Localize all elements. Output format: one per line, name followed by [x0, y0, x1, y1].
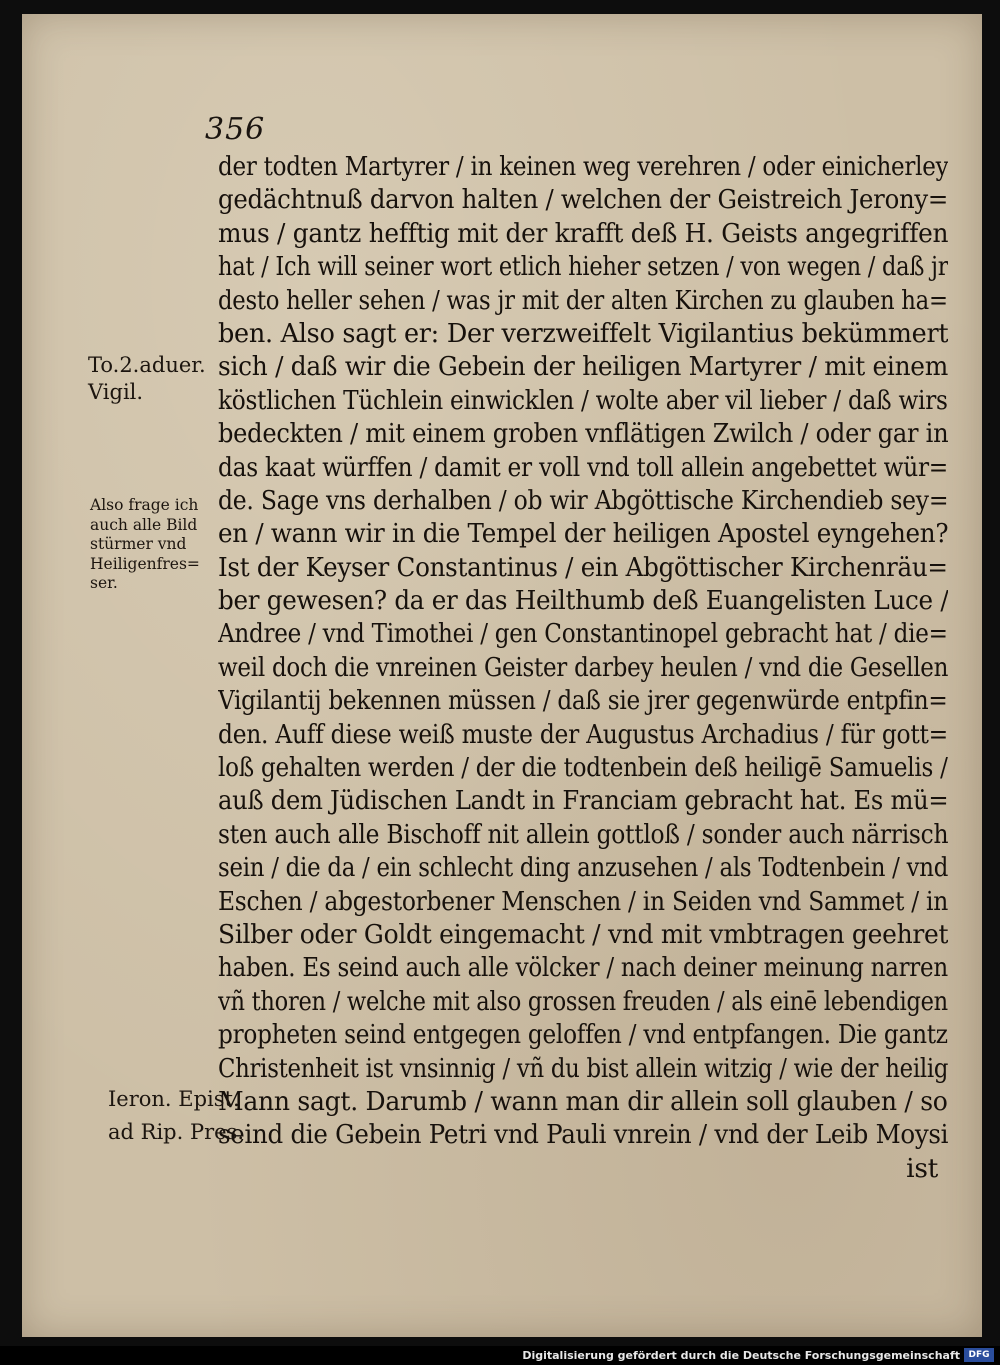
text-line: sich / daß wir die Gebein der heiligen Martyrer / mit einem	[218, 351, 948, 383]
text-line: Vigilantij bekennen müssen / daß sie jrer gegenwürde entpfin=	[218, 685, 948, 717]
text-line: Eschen / abgestorbener Menschen / in Seiden vnd Sammet / in	[218, 885, 948, 917]
text-line: loß gehalten werden / der die todtenbein deß heiligē Samuelis /	[218, 752, 948, 784]
dfg-logo-icon: DFG	[964, 1348, 994, 1362]
margin-note-line: Also frage ich	[90, 496, 199, 514]
footer-credit: Digitalisierung gefördert durch die Deutsche Forschungsgemeinschaft	[522, 1349, 960, 1362]
text-line: auß dem Jüdischen Landt in Franciam gebracht hat. Es mü=	[218, 785, 948, 817]
margin-note-line: auch alle Bild	[90, 515, 198, 534]
margin-note-line: Heiligenfres=	[90, 554, 200, 573]
text-line: Andree / vnd Timothei / gen Constantinopel gebracht hat / die=	[218, 618, 948, 650]
text-line: mus / gantz hefftig mit der krafft deß H. Geists angegriffen	[218, 217, 949, 249]
text-line: bedeckten / mit einem groben vnflätigen Zwilch / oder gar in	[218, 418, 948, 450]
margin-note-line: stürmer vnd	[90, 535, 187, 553]
text-line: de. Sage vns derhalben / ob wir Abgöttische Kirchendieb sey=	[218, 484, 949, 516]
text-line: Christenheit ist vnsinnig / vñ du bist allein witzig / wie der heilig	[218, 1052, 948, 1084]
margin-note-line: Ieron. Epist.	[108, 1087, 240, 1111]
text-line: en / wann wir in die Tempel der heiligen Apostel eyngehen?	[218, 518, 949, 550]
text-line: Silber oder Goldt eingemacht / vnd mit vmbtragen geehret	[218, 918, 948, 950]
text-line: sten auch alle Bischoff nit allein gottloß / sonder auch närrisch	[218, 818, 948, 850]
margin-note-ieron	[108, 1083, 244, 1149]
text-line: propheten seind entgegen geloffen / vnd entpfangen. Die gantz	[218, 1019, 948, 1051]
margin-note-line: ad Rip. Pres.	[108, 1120, 245, 1144]
text-line: den. Auff diese weiß muste der Augustus Archadius / für gott=	[218, 718, 948, 750]
main-text-block	[218, 150, 948, 1185]
text-line: vñ thoren / welche mit also grossen freuden / als einē lebendigen	[218, 985, 948, 1017]
text-line: ist	[906, 1152, 938, 1184]
text-line: hat / Ich will seiner wort etlich hieher setzen / von wegen / daß jr	[218, 251, 948, 283]
page-number: 356	[205, 112, 266, 147]
text-line: Ist der Keyser Constantinus / ein Abgöttischer Kirchenräu=	[218, 551, 948, 583]
text-line: sein / die da / ein schlecht ding anzusehen / als Todtenbein / vnd	[218, 852, 949, 884]
text-line: desto heller sehen / was jr mit der alten Kirchen zu glauben ha=	[218, 284, 948, 316]
text-line: weil doch die vnreinen Geister darbey heulen / vnd die Gesellen	[218, 651, 949, 683]
margin-note-line: ser.	[90, 574, 118, 592]
margin-note-bildstuermer	[90, 496, 200, 594]
margin-note-line: To.2.aduer.	[88, 353, 206, 377]
margin-note-vigil	[88, 352, 206, 406]
text-line: gedächtnuß darvon halten / welchen der Geistreich Jerony=	[218, 184, 949, 216]
text-line: köstlichen Tüchlein einwicklen / wolte aber vil lieber / daß wirs	[218, 384, 948, 416]
text-line: Mann sagt. Darumb / wann man dir allein soll glauben / so	[218, 1085, 948, 1117]
text-line: ben. Also sagt er: Der verzweiffelt Vigilantius bekümmert	[218, 317, 949, 349]
text-line: das kaat würffen / damit er voll vnd toll allein angebettet wür=	[218, 451, 948, 483]
text-line: haben. Es seind auch alle völcker / nach deiner meinung narren	[218, 952, 948, 984]
text-line: der todten Martyrer / in keinen weg verehren / oder einicherley	[218, 151, 948, 182]
text-line: ber gewesen? da er das Heilthumb deß Euangelisten Luce /	[218, 585, 949, 617]
text-line: seind die Gebein Petri vnd Pauli vnrein / vnd der Leib Moysi	[218, 1119, 949, 1151]
margin-note-line: Vigil.	[88, 380, 144, 404]
